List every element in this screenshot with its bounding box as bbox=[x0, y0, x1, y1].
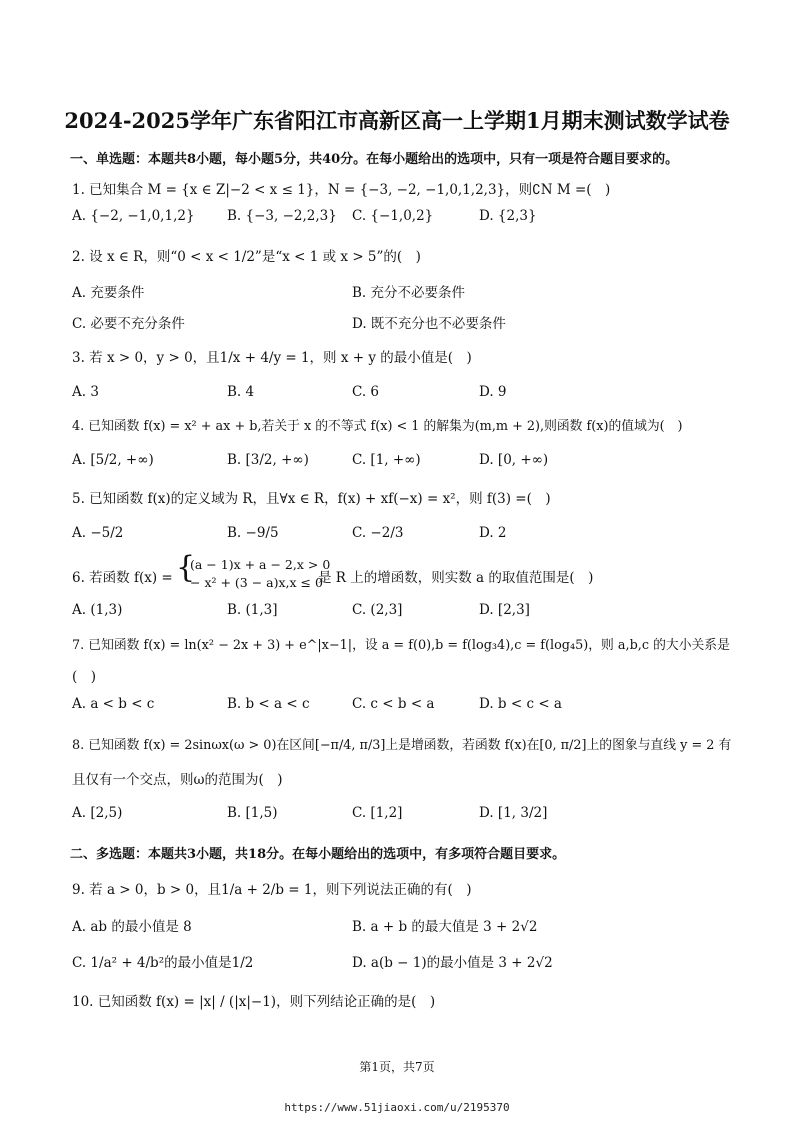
page-number-footer: 第1页，共7页 bbox=[359, 1060, 435, 1074]
question-9-option-b: B. a + b 的最大值是 3 + 2√2 bbox=[352, 919, 538, 935]
question-8-stem-continued: 且仅有一个交点，则ω的范围为( ) bbox=[72, 772, 283, 788]
question-2-option-a: A. 充要条件 bbox=[72, 285, 145, 301]
question-3-stem: 3. 若 x > 0，y > 0，且1/x + 4/y = 1，则 x + y 的最小值是( ) bbox=[72, 350, 472, 366]
question-2-option-c: C. 必要不充分条件 bbox=[72, 316, 185, 332]
question-6-option-d: D. [2,3] bbox=[479, 602, 530, 618]
question-7-option-b: B. b < a < c bbox=[227, 696, 310, 712]
question-7-stem: 7. 已知函数 f(x) = ln(x² − 2x + 3) + e^|x−1|，设 a = f(0),b = f(log₃4),c = f(log₄5)，则 a,b,c 的大小关系是 bbox=[72, 638, 730, 653]
question-5-stem: 5. 已知函数 f(x)的定义域为 R，且∀x ∈ R，f(x) + xf(−x) = x²，则 f(3) =( ) bbox=[72, 491, 551, 507]
question-5-option-a: A. −5/2 bbox=[72, 525, 124, 541]
question-5-option-c: C. −2/3 bbox=[352, 525, 404, 541]
question-4-option-d: D. [0, +∞) bbox=[479, 452, 549, 468]
question-2-option-b: B. 充分不必要条件 bbox=[352, 285, 466, 301]
question-9-option-c: C. 1/a² + 4/b²的最小值是1/2 bbox=[72, 955, 254, 971]
question-6-case-1: (a − 1)x + a − 2,x > 0 bbox=[190, 557, 331, 572]
question-1-option-c: C. {−1,0,2} bbox=[352, 208, 434, 224]
question-9-option-a: A. ab 的最小值是 8 bbox=[72, 919, 192, 935]
question-8-stem: 8. 已知函数 f(x) = 2sinωx(ω > 0)在区间[−π/4, π/3]上是增函数，若函数 f(x)在[0, π/2]上的图象与直线 y = 2 有 bbox=[72, 738, 732, 753]
question-6-option-c: C. (2,3] bbox=[352, 602, 403, 618]
question-6-option-a: A. (1,3) bbox=[72, 602, 123, 618]
question-6-stem-suffix: 是 R 上的增函数，则实数 a 的取值范围是( ) bbox=[318, 570, 594, 586]
question-6-stem-prefix: 6. 若函数 f(x) = bbox=[72, 570, 173, 586]
question-8-option-a: A. [2,5) bbox=[72, 805, 123, 821]
question-7-option-d: D. b < c < a bbox=[479, 696, 562, 712]
question-2-stem: 2. 设 x ∈ R，则“0 < x < 1/2”是“x < 1 或 x > 5”的( ) bbox=[72, 249, 421, 265]
question-2-option-d: D. 既不充分也不必要条件 bbox=[352, 316, 506, 332]
question-4-option-a: A. [5/2, +∞) bbox=[72, 452, 154, 468]
exam-title: 2024-2025学年广东省阳江市高新区高一上学期1月期末测试数学试卷 bbox=[64, 108, 730, 133]
question-1-option-a: A. {−2, −1,0,1,2} bbox=[72, 208, 195, 224]
question-3-option-b: B. 4 bbox=[227, 384, 255, 400]
question-3-option-d: D. 9 bbox=[479, 384, 507, 400]
question-6-case-2: − x² + (3 − a)x,x ≤ 0 bbox=[190, 575, 323, 590]
question-4-stem: 4. 已知函数 f(x) = x² + ax + b,若关于 x 的不等式 f(x) < 1 的解集为(m,m + 2),则函数 f(x)的值域为( ) bbox=[72, 419, 683, 434]
question-6-option-b: B. (1,3] bbox=[227, 602, 278, 618]
question-9-option-d: D. a(b − 1)的最小值是 3 + 2√2 bbox=[352, 955, 553, 971]
question-7-option-c: C. c < b < a bbox=[352, 696, 435, 712]
question-7-option-a: A. a < b < c bbox=[72, 696, 155, 712]
question-1-stem: 1. 已知集合 M = {x ∈ Z|−2 < x ≤ 1}，N = {−3, −2, −1,0,1,2,3}，则∁N M =( ) bbox=[72, 182, 611, 198]
question-8-option-b: B. [1,5) bbox=[227, 805, 278, 821]
question-5-option-b: B. −9/5 bbox=[227, 525, 279, 541]
question-7-stem-continued: ( ) bbox=[72, 669, 97, 685]
question-10-stem: 10. 已知函数 f(x) = |x| / (|x|−1)，则下列结论正确的是( ) bbox=[72, 994, 436, 1010]
question-9-stem: 9. 若 a > 0，b > 0，且1/a + 2/b = 1，则下列说法正确的有( ) bbox=[72, 882, 472, 898]
section-multiple-choice-header: 二、多选题：本题共3小题，共18分。在每小题给出的选项中，有多项符合题目要求。 bbox=[70, 847, 566, 862]
question-1-option-b: B. {−3, −2,2,3} bbox=[227, 208, 337, 224]
question-4-option-c: C. [1, +∞) bbox=[352, 452, 421, 468]
section-single-choice-header: 一、单选题：本题共8小题，每小题5分，共40分。在每小题给出的选项中，只有一项是符合题目要求的。 bbox=[70, 152, 679, 167]
question-8-option-d: D. [1, 3/2] bbox=[479, 805, 548, 821]
source-url: https://www.51jiaoxi.com/u/2195370 bbox=[284, 1101, 510, 1114]
question-5-option-d: D. 2 bbox=[479, 525, 507, 541]
question-3-option-c: C. 6 bbox=[352, 384, 380, 400]
question-1-option-d: D. {2,3} bbox=[479, 208, 537, 224]
question-6-brace: { bbox=[176, 550, 196, 585]
question-4-option-b: B. [3/2, +∞) bbox=[227, 452, 309, 468]
question-8-option-c: C. [1,2] bbox=[352, 805, 403, 821]
question-3-option-a: A. 3 bbox=[72, 384, 99, 400]
